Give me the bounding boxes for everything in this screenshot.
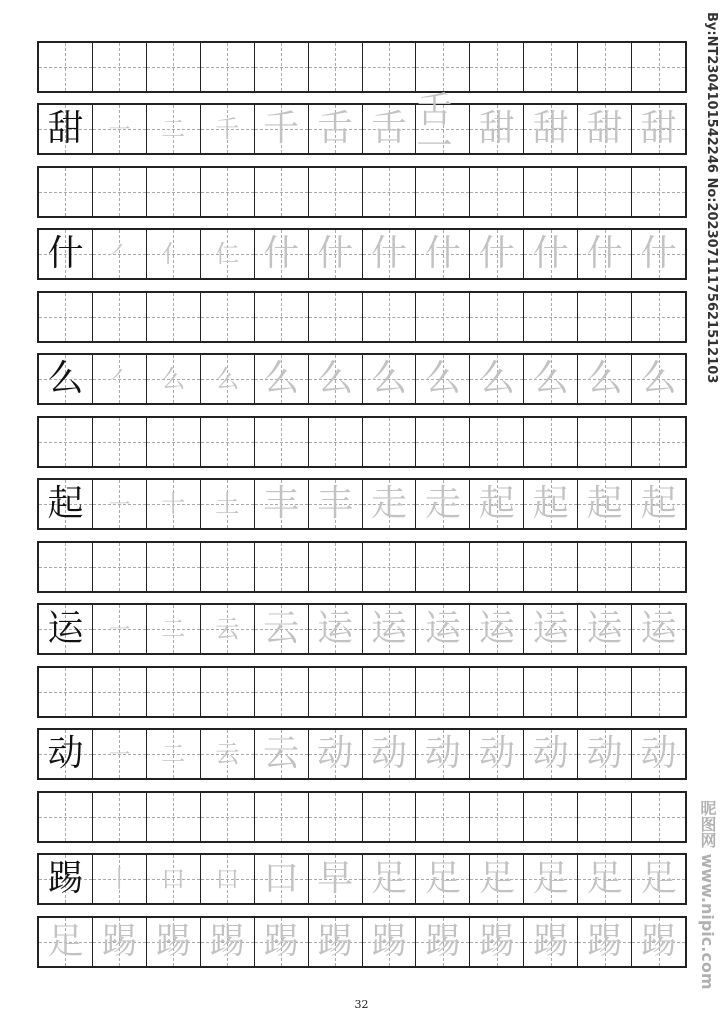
cell-glyph: 走 [370, 483, 407, 524]
empty-practice-cell [362, 43, 416, 91]
cell-glyph: 什 [532, 233, 569, 274]
empty-practice-cell [254, 543, 308, 591]
empty-practice-cell [631, 668, 685, 716]
cell-glyph: ㇐ [107, 740, 132, 768]
character-row [37, 228, 687, 280]
empty-practice-cell [523, 293, 577, 341]
cell-glyph: 起 [640, 483, 677, 524]
empty-practice-cell [39, 43, 92, 91]
empty-practice-cell [39, 168, 92, 216]
cell-glyph: 什 [586, 233, 623, 274]
cell-glyph: 舌 [370, 108, 407, 149]
stroke-step [577, 730, 631, 778]
empty-practice-cell [308, 668, 362, 716]
empty-practice-cell [308, 43, 362, 91]
trace-character [469, 918, 523, 966]
stroke-step [577, 355, 631, 403]
empty-practice-cell [469, 418, 523, 466]
cell-glyph: 动 [424, 733, 461, 774]
cell-glyph: 口 [161, 865, 186, 893]
blank-row [37, 666, 687, 718]
cell-glyph: 么 [640, 358, 677, 399]
cell-glyph: 踢 [640, 921, 677, 962]
empty-practice-cell [469, 43, 523, 91]
cell-glyph: 动 [640, 733, 677, 774]
stroke-step [523, 480, 577, 528]
stroke-step [469, 855, 523, 903]
blank-row [37, 166, 687, 218]
cell-glyph: 动 [478, 733, 515, 774]
cell-glyph: 云 [215, 615, 240, 643]
character-row [37, 478, 687, 530]
model-character [39, 730, 92, 778]
stroke-step [92, 605, 146, 653]
stroke-step [415, 90, 469, 167]
stroke-step [308, 355, 362, 403]
watermark-site: 昵图网 www.nipic.com [698, 800, 717, 990]
empty-practice-cell [631, 168, 685, 216]
stroke-step [254, 855, 308, 903]
cell-glyph: 什 [263, 233, 300, 274]
stroke-step [523, 355, 577, 403]
empty-practice-cell [146, 543, 200, 591]
cell-glyph: 丰 [317, 483, 354, 524]
empty-practice-cell [254, 293, 308, 341]
model-character [39, 230, 92, 278]
empty-practice-cell [308, 293, 362, 341]
empty-practice-cell [39, 668, 92, 716]
stroke-step [362, 480, 416, 528]
stroke-step [200, 480, 254, 528]
empty-practice-cell [415, 168, 469, 216]
cell-glyph: ㇐ [107, 115, 132, 143]
cell-glyph: 亻 [161, 240, 186, 268]
cell-glyph: 运 [532, 608, 569, 649]
empty-practice-cell [523, 543, 577, 591]
stroke-step [631, 105, 685, 153]
cell-glyph: 仁 [215, 240, 240, 268]
cell-glyph: 丰 [263, 483, 300, 524]
cell-glyph: 甜 [586, 108, 623, 149]
stroke-step [254, 730, 308, 778]
empty-practice-cell [92, 293, 146, 341]
stroke-step [92, 480, 146, 528]
cell-glyph: 么 [424, 358, 461, 399]
cell-glyph: 运 [317, 608, 354, 649]
trace-character [631, 918, 685, 966]
cell-glyph: 么 [370, 358, 407, 399]
cell-glyph: 么 [532, 358, 569, 399]
cell-glyph: 什 [370, 233, 407, 274]
cell-glyph: 么 [161, 365, 186, 393]
cell-glyph: ㇒ [107, 240, 132, 268]
stroke-step [415, 605, 469, 653]
empty-practice-cell [146, 793, 200, 841]
empty-practice-cell [308, 543, 362, 591]
empty-practice-cell [146, 43, 200, 91]
cell-glyph: 足 [640, 858, 677, 899]
cell-glyph: 走 [424, 483, 461, 524]
stroke-step [146, 730, 200, 778]
cell-glyph: 什 [47, 233, 84, 274]
empty-practice-cell [308, 168, 362, 216]
cell-glyph: 踢 [586, 921, 623, 962]
cell-glyph: 足 [478, 858, 515, 899]
empty-practice-cell [415, 668, 469, 716]
cell-glyph: 云 [263, 733, 300, 774]
empty-practice-cell [631, 543, 685, 591]
empty-practice-cell [39, 543, 92, 591]
empty-practice-cell [469, 543, 523, 591]
empty-practice-cell [523, 668, 577, 716]
cell-glyph: 么 [47, 358, 84, 399]
empty-practice-cell [39, 293, 92, 341]
stroke-step [577, 230, 631, 278]
cell-glyph: 么 [317, 358, 354, 399]
cell-glyph: 口 [263, 858, 300, 899]
cell-glyph: 踢 [424, 921, 461, 962]
empty-practice-cell [577, 418, 631, 466]
stroke-step [631, 730, 685, 778]
trace-character [92, 918, 146, 966]
empty-practice-cell [39, 418, 92, 466]
character-row [37, 90, 687, 167]
empty-practice-cell [92, 668, 146, 716]
stroke-step [523, 730, 577, 778]
empty-practice-cell [631, 293, 685, 341]
empty-practice-cell [146, 418, 200, 466]
empty-practice-cell [200, 43, 254, 91]
cell-glyph: 舌 [317, 108, 354, 149]
stroke-step [308, 230, 362, 278]
cell-glyph: 么 [586, 358, 623, 399]
trace-character [308, 918, 362, 966]
character-row [37, 853, 687, 905]
cell-glyph: ㇒ [107, 365, 132, 393]
cell-glyph: 丨 [107, 865, 132, 893]
stroke-step [362, 105, 416, 153]
empty-practice-cell [146, 293, 200, 341]
cell-glyph: 甜 [47, 108, 84, 149]
cell-glyph: 踢 [47, 858, 84, 899]
cell-glyph: 什 [317, 233, 354, 274]
model-character [39, 855, 92, 903]
stroke-step [631, 480, 685, 528]
stroke-step [146, 855, 200, 903]
cell-glyph: 甜 [532, 108, 569, 149]
cell-glyph: 么 [263, 358, 300, 399]
cell-glyph: 起 [586, 483, 623, 524]
stroke-step [577, 105, 631, 153]
trace-character [146, 918, 200, 966]
stroke-step [415, 730, 469, 778]
stroke-step [631, 355, 685, 403]
trace-character [362, 918, 416, 966]
cell-glyph: 运 [424, 608, 461, 649]
cell-glyph: 足 [532, 858, 569, 899]
cell-glyph: 踢 [370, 921, 407, 962]
cell-glyph: 运 [478, 608, 515, 649]
stroke-step [577, 480, 631, 528]
empty-practice-cell [362, 293, 416, 341]
empty-practice-cell [362, 418, 416, 466]
empty-practice-cell [577, 668, 631, 716]
stroke-step [146, 230, 200, 278]
empty-practice-cell [200, 668, 254, 716]
cell-glyph: 动 [586, 733, 623, 774]
stroke-step [631, 230, 685, 278]
cell-glyph: 二 [161, 740, 186, 768]
stroke-step [146, 355, 200, 403]
stroke-step [415, 355, 469, 403]
empty-practice-cell [469, 168, 523, 216]
empty-practice-cell [39, 793, 92, 841]
stroke-step [308, 730, 362, 778]
stroke-step [362, 730, 416, 778]
cell-glyph: 么 [215, 365, 240, 393]
character-row [37, 603, 687, 655]
model-character [39, 105, 92, 153]
empty-practice-cell [523, 168, 577, 216]
empty-practice-cell [631, 418, 685, 466]
trace-row [37, 916, 687, 968]
empty-practice-cell [415, 418, 469, 466]
empty-practice-cell [92, 43, 146, 91]
stroke-step [415, 480, 469, 528]
cell-glyph: 什 [424, 233, 461, 274]
cell-glyph: 运 [586, 608, 623, 649]
empty-practice-cell [577, 293, 631, 341]
empty-practice-cell [415, 793, 469, 841]
stroke-step [146, 605, 200, 653]
cell-glyph: 千 [215, 115, 240, 143]
cell-glyph: 舌一 [416, 90, 453, 167]
cell-glyph: 踢 [155, 921, 192, 962]
blank-row [37, 41, 687, 93]
stroke-step [200, 105, 254, 153]
stroke-step [523, 105, 577, 153]
stroke-step [254, 480, 308, 528]
empty-practice-cell [523, 43, 577, 91]
cell-glyph: 二 [161, 615, 186, 643]
empty-practice-cell [200, 418, 254, 466]
cell-glyph: 甜 [640, 108, 677, 149]
cell-glyph: 动 [370, 733, 407, 774]
cell-glyph: 动 [47, 733, 84, 774]
cell-glyph: 起 [532, 483, 569, 524]
empty-practice-cell [254, 668, 308, 716]
empty-practice-cell [146, 668, 200, 716]
trace-character [577, 918, 631, 966]
empty-practice-cell [415, 293, 469, 341]
cell-glyph: 什 [478, 233, 515, 274]
empty-practice-cell [631, 793, 685, 841]
stroke-step [92, 730, 146, 778]
stroke-step [631, 855, 685, 903]
cell-glyph: 土 [215, 490, 240, 518]
cell-glyph: 动 [532, 733, 569, 774]
cell-glyph: 口 [215, 865, 240, 893]
cell-glyph: 什 [640, 233, 677, 274]
stroke-step [523, 230, 577, 278]
stroke-step [200, 355, 254, 403]
empty-practice-cell [469, 793, 523, 841]
stroke-step [254, 230, 308, 278]
stroke-step [577, 855, 631, 903]
stroke-step [92, 355, 146, 403]
empty-practice-cell [254, 43, 308, 91]
character-row [37, 353, 687, 405]
empty-practice-cell [146, 168, 200, 216]
cell-glyph: 踢 [263, 921, 300, 962]
empty-practice-cell [469, 668, 523, 716]
trace-character [523, 918, 577, 966]
empty-practice-cell [254, 418, 308, 466]
stroke-step [469, 105, 523, 153]
empty-practice-cell [415, 543, 469, 591]
watermark-id: By:NT2304101542246 No:20230711175621512103 [704, 12, 719, 384]
trace-character [200, 918, 254, 966]
stroke-step [200, 730, 254, 778]
empty-practice-cell [362, 168, 416, 216]
empty-practice-cell [415, 43, 469, 91]
empty-practice-cell [92, 543, 146, 591]
cell-glyph: 起 [478, 483, 515, 524]
cell-glyph: 十 [161, 490, 186, 518]
stroke-step [254, 105, 308, 153]
stroke-step [200, 605, 254, 653]
cell-glyph: 踢 [532, 921, 569, 962]
empty-practice-cell [254, 168, 308, 216]
empty-practice-cell [469, 293, 523, 341]
stroke-step [362, 230, 416, 278]
cell-glyph: 踢 [317, 921, 354, 962]
model-character [39, 480, 92, 528]
stroke-step [92, 855, 146, 903]
cell-glyph: ㇐ [107, 615, 132, 643]
empty-practice-cell [577, 543, 631, 591]
stroke-step [362, 855, 416, 903]
cell-glyph: 足 [47, 921, 84, 962]
stroke-step [308, 480, 362, 528]
cell-glyph: 云 [215, 740, 240, 768]
page-number: 32 [354, 998, 369, 1011]
cell-glyph: 足 [586, 858, 623, 899]
stroke-step [362, 605, 416, 653]
stroke-step [254, 355, 308, 403]
empty-practice-cell [308, 793, 362, 841]
empty-practice-cell [362, 668, 416, 716]
cell-glyph: 足 [424, 858, 461, 899]
stroke-step [631, 605, 685, 653]
empty-practice-cell [92, 793, 146, 841]
stroke-step [523, 855, 577, 903]
stroke-step [415, 230, 469, 278]
empty-practice-cell [577, 43, 631, 91]
cell-glyph: 么 [478, 358, 515, 399]
stroke-step [308, 855, 362, 903]
blank-row [37, 291, 687, 343]
cell-glyph: 运 [47, 608, 84, 649]
cell-glyph: ㇐ [107, 490, 132, 518]
stroke-step [92, 230, 146, 278]
model-character [39, 605, 92, 653]
empty-practice-cell [92, 418, 146, 466]
cell-glyph: 甜 [478, 108, 515, 149]
cell-glyph: 动 [317, 733, 354, 774]
stroke-step [469, 605, 523, 653]
stroke-step [523, 605, 577, 653]
cell-glyph: 起 [47, 483, 84, 524]
empty-practice-cell [362, 793, 416, 841]
stroke-step [146, 105, 200, 153]
stroke-step [469, 230, 523, 278]
empty-practice-cell [631, 43, 685, 91]
blank-row [37, 416, 687, 468]
blank-row [37, 541, 687, 593]
stroke-step [254, 605, 308, 653]
cell-glyph: 踢 [209, 921, 246, 962]
stroke-step [200, 230, 254, 278]
cell-glyph: 踢 [478, 921, 515, 962]
cell-glyph: 云 [263, 608, 300, 649]
trace-character [254, 918, 308, 966]
cell-glyph: 足 [370, 858, 407, 899]
empty-practice-cell [254, 793, 308, 841]
cell-glyph: 早 [317, 858, 354, 899]
cell-glyph: 千 [263, 108, 300, 149]
empty-practice-cell [200, 168, 254, 216]
stroke-step [469, 730, 523, 778]
empty-practice-cell [577, 168, 631, 216]
stroke-step [469, 355, 523, 403]
stroke-step [308, 105, 362, 153]
stroke-step [200, 855, 254, 903]
empty-practice-cell [362, 543, 416, 591]
empty-practice-cell [200, 293, 254, 341]
trace-character [415, 918, 469, 966]
stroke-step [146, 480, 200, 528]
model-character [39, 355, 92, 403]
empty-practice-cell [523, 793, 577, 841]
empty-practice-cell [92, 168, 146, 216]
stroke-step [92, 105, 146, 153]
stroke-step [469, 480, 523, 528]
empty-practice-cell [200, 793, 254, 841]
trace-character [39, 918, 92, 966]
stroke-step [308, 605, 362, 653]
cell-glyph: 运 [640, 608, 677, 649]
stroke-step [577, 605, 631, 653]
blank-row [37, 791, 687, 843]
empty-practice-cell [200, 543, 254, 591]
empty-practice-cell [577, 793, 631, 841]
empty-practice-cell [308, 418, 362, 466]
cell-glyph: 二 [161, 115, 186, 143]
cell-glyph: 踢 [101, 921, 138, 962]
cell-glyph: 运 [370, 608, 407, 649]
stroke-step [415, 855, 469, 903]
empty-practice-cell [523, 418, 577, 466]
character-row [37, 728, 687, 780]
stroke-step [362, 355, 416, 403]
